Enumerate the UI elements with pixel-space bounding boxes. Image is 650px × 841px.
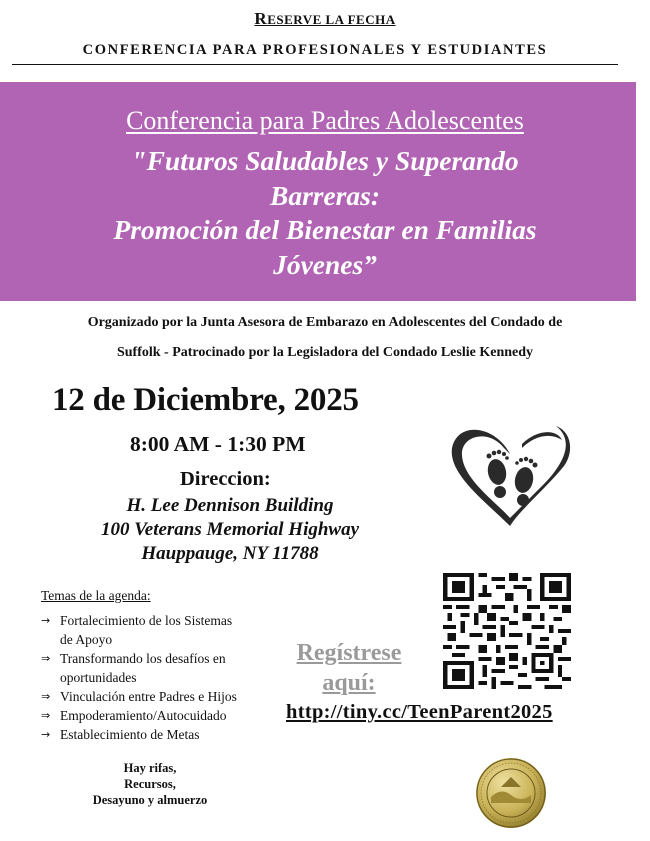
arrow-right-icon: → — [41, 614, 51, 627]
heart-with-footprints-icon — [446, 418, 576, 530]
reserve-date-heading: RESERVE LA FECHA — [254, 9, 396, 28]
agenda-list — [41, 611, 271, 744]
county-seal-icon — [475, 757, 547, 829]
organizer-line: Organizado por la Junta Asesora de Embarazo en Adolescentes del Condado de — [87, 315, 563, 330]
registration-url-link[interactable]: http://tiny.cc/TeenParent2025 — [286, 701, 553, 723]
agenda-item: ⇒ Empoderamiento/Autocuidado — [41, 708, 227, 723]
double-arrow-right-icon: ⇒ — [41, 709, 51, 722]
agenda-item: → Fortalecimiento de los Sistemas de Apoyo — [41, 613, 233, 647]
double-arrow-right-icon: ⇒ — [41, 690, 51, 703]
qr-code-icon[interactable] — [443, 573, 571, 689]
heading-divider — [12, 64, 618, 65]
agenda-item: ⇒ Transformando los desafíos en oportunidades — [41, 651, 226, 685]
event-date: 12 de Diciembre, 2025 — [52, 382, 359, 418]
agenda-item: ⇒ Vinculación entre Padres e Hijos — [41, 689, 237, 704]
event-perks: Hay rifas, Recursos, Desayuno y almuerzo — [92, 761, 208, 807]
double-arrow-right-icon: ⇒ — [41, 652, 51, 665]
sponsor-line: Suffolk - Patrocinado por la Legisladora del Condado Leslie Kennedy — [116, 345, 534, 360]
agenda-title: Temas de la agenda: — [41, 588, 151, 603]
conference-subtitle: "Futuros Saludables y Superando Barreras: Promoción del Bienestar en Familias Jóvenes” — [113, 145, 537, 280]
register-link[interactable]: Regístrese aquí: — [296, 640, 402, 696]
organizer-info — [0, 308, 650, 368]
agenda-item: → Establecimiento de Metas — [41, 727, 200, 742]
address-label: Direccion: — [180, 468, 271, 490]
conference-title: Conferencia para Padres Adolescentes — [126, 106, 524, 135]
event-time: 8:00 AM - 1:30 PM — [130, 432, 306, 456]
arrow-right-icon: → — [41, 728, 51, 741]
event-address: H. Lee Dennison Building 100 Veterans Memorial Highway Hauppauge, NY 11788 — [100, 495, 360, 564]
conference-audience-heading: CONFERENCIA PARA PROFESIONALES Y ESTUDIANTES — [82, 42, 548, 58]
title-banner — [0, 82, 636, 301]
